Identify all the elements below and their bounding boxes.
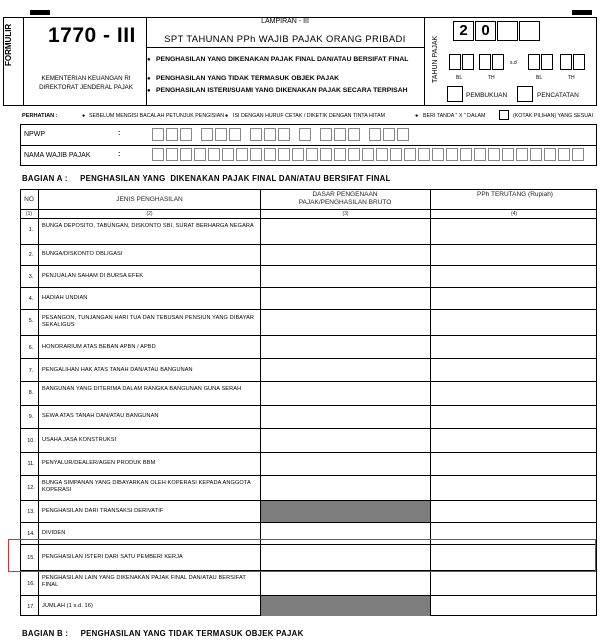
pencatatan-checkbox[interactable] [517,86,533,102]
col-number-2: (2) [146,211,153,217]
end-bl-label: BL [536,75,543,81]
start-year-2[interactable] [492,54,504,70]
row-number: 8. [28,390,34,396]
attention-note-ink: ISI DENGAN HURUF CETAK / DIKETIK DENGAN TINTA HITAM [233,113,386,119]
start-year-1[interactable] [479,54,491,70]
row-label: HONORARIUM ATAS BEBAN APBN / APBD [42,344,156,350]
tax-year-label: TAHUN PAJAK [432,35,439,83]
row-number: 10. [27,438,35,444]
end-month-2[interactable] [541,54,553,70]
row-number: 17. [27,604,35,610]
header-tax: PPh TERUTANG (Rupiah) [477,191,553,198]
end-month-1[interactable] [528,54,540,70]
row-label: BUNGA SIMPANAN YANG DIBAYARKAN OLEH KOPERASI KEPADA ANGGOTA KOPERASI [42,480,251,494]
row-label: PENJUALAN SAHAM DI BURSA EFEK [42,273,144,279]
registration-mark-left [30,10,50,15]
taxpayer-name-colon: : [118,151,121,158]
row-number: 13. [27,509,35,515]
blocked-cell-row-17 [261,595,430,616]
pembukuan-label: PEMBUKUAN [466,92,508,99]
start-month-1[interactable] [449,54,461,70]
form-code: 1770 - III [48,24,136,47]
row-number: 9. [28,414,34,420]
blocked-cell-row-13 [261,500,430,522]
row-number: 12. [27,485,35,491]
row-number: 2. [28,252,34,258]
row-number: 16. [27,581,35,587]
row-label: BANGUNAN YANG DITERIMA DALAM RANGKA BANGUNAN GUNA SERAH [42,386,242,392]
col-number-3: (3) [342,211,349,217]
row-number: 11. [27,461,35,467]
row-number: 14. [27,531,35,537]
year-digit-3[interactable] [497,21,518,41]
row-label: PENGHASILAN DARI TRANSAKSI DERIVATIF [42,508,164,514]
end-th-label: TH [568,75,575,81]
taxpayer-name-label: NAMA WAJIB PAJAK [24,152,91,159]
side-label: FORMULIR [4,23,13,67]
npwp-label: NPWP [24,131,45,138]
row-label: PENGHASILAN LAIN YANG DIKENAKAN PAJAK FINAL DAN/ATAU BERSIFAT FINAL [42,575,246,589]
row-label: PENYALUR/DEALER/AGEN PRODUK BBM [42,460,156,466]
row-label: HADIAH UNDIAN [42,295,88,301]
registration-mark-right [572,10,592,15]
row-number: 1. [28,227,34,233]
row-label: SEWA ATAS TANAH DAN/ATAU BANGUNAN [42,413,159,419]
row-number: 15. [27,555,35,561]
identity-divider [20,145,597,146]
row-label: JUMLAH (1 s.d. 16) [42,603,93,609]
npwp-colon: : [118,130,121,137]
row-number: 6. [28,345,34,351]
bullet-dot-1: ● [82,113,86,119]
row-number: 5. [28,318,34,324]
pembukuan-checkbox[interactable] [447,86,463,102]
attachment-label: LAMPIRAN - III [261,18,309,25]
row-label: PENGHASILAN ISTERI DARI SATU PEMBERI KERJA [42,554,183,560]
year-digit-4[interactable] [519,21,540,41]
header-type: JENIS PENGHASILAN [116,196,183,203]
end-year-1[interactable] [560,54,572,70]
row-number: 3. [28,274,34,280]
bullet-spouse-income: ● PENGHASILAN ISTERI/SUAMI YANG DIKENAKAN PAJAK SECARA TERPISAH [156,87,416,96]
directorate-name: DIREKTORAT JENDERAL PAJAK [39,84,133,91]
row-number: 4. [28,296,34,302]
title-underline [146,47,424,48]
col-number-1: (1) [25,211,33,217]
year-digit-1[interactable]: 2 [453,21,474,41]
year-digit-2[interactable]: 0 [475,21,496,41]
section-b-title: BAGIAN B : PENGHASILAN YANG TIDAK TERMASUK OBJEK PAJAK [22,629,304,638]
row-15-highlight [8,539,596,572]
bullet-final-income: ● PENGHASILAN YANG DIKENAKAN PAJAK FINAL DAN/ATAU BERSIFAT FINAL [156,56,416,65]
row-label: BUNGA DEPOSITO, TABUNGAN, DISKONTO SBI, SURAT BERHARGA NEGARA [42,223,254,229]
col-number-4: (4) [510,211,518,217]
bullet-dot-2: ● [225,113,229,119]
form-title: SPT TAHUNAN PPh WAJIB PAJAK ORANG PRIBADI [164,33,406,44]
header-base: DASAR PENGENAAN PAJAK/PENGHASILAN BRUTO [298,191,392,206]
attention-note-mark: BERI TANDA " X " DALAM [423,113,486,119]
header-divider-right [424,17,425,106]
start-th-label: TH [488,75,495,81]
end-year-2[interactable] [573,54,585,70]
attention-note-box: (KOTAK PILIHAN) YANG SESUAI [513,113,594,119]
row-number: 7. [28,368,34,374]
attention-label: PERHATIAN : [22,113,58,119]
bullet-non-object-income: ● PENGHASILAN YANG TIDAK TERMASUK OBJEK PAJAK [156,75,416,84]
start-bl-label: BL [456,75,463,81]
row-label: DIVIDEN [42,530,66,536]
pencatatan-label: PENCATATAN [537,92,579,99]
ministry-block [30,74,142,92]
bullet-dot-3: ● [415,113,419,119]
row-label: USAHA JASA KONSTRUKSI [42,437,117,443]
period-sd: s.d [510,60,517,66]
example-checkbox [499,110,509,120]
section-a-title: BAGIAN A : PENGHASILAN YANG DIKENAKAN PAJAK FINAL DAN/ATAU BERSIFAT FINAL [22,174,391,183]
header-no: NO [24,196,34,203]
row-label: BUNGA/DISKONTO OBLIGASI [42,251,123,257]
attention-note-read: SEBELUM MENGISI BACALAH PETUNJUK PENGISIAN [89,113,225,119]
ministry-name: KEMENTERIAN KEUANGAN RI [41,75,131,82]
row-label: PENGALIHAN HAK ATAS TANAH DAN/ATAU BANGUNAN [42,367,193,373]
row-label: PESANGON, TUNJANGAN HARI TUA DAN TEBUSAN PENSIUN YANG DIBAYAR SEKALIGUS [42,315,255,329]
start-month-2[interactable] [462,54,474,70]
